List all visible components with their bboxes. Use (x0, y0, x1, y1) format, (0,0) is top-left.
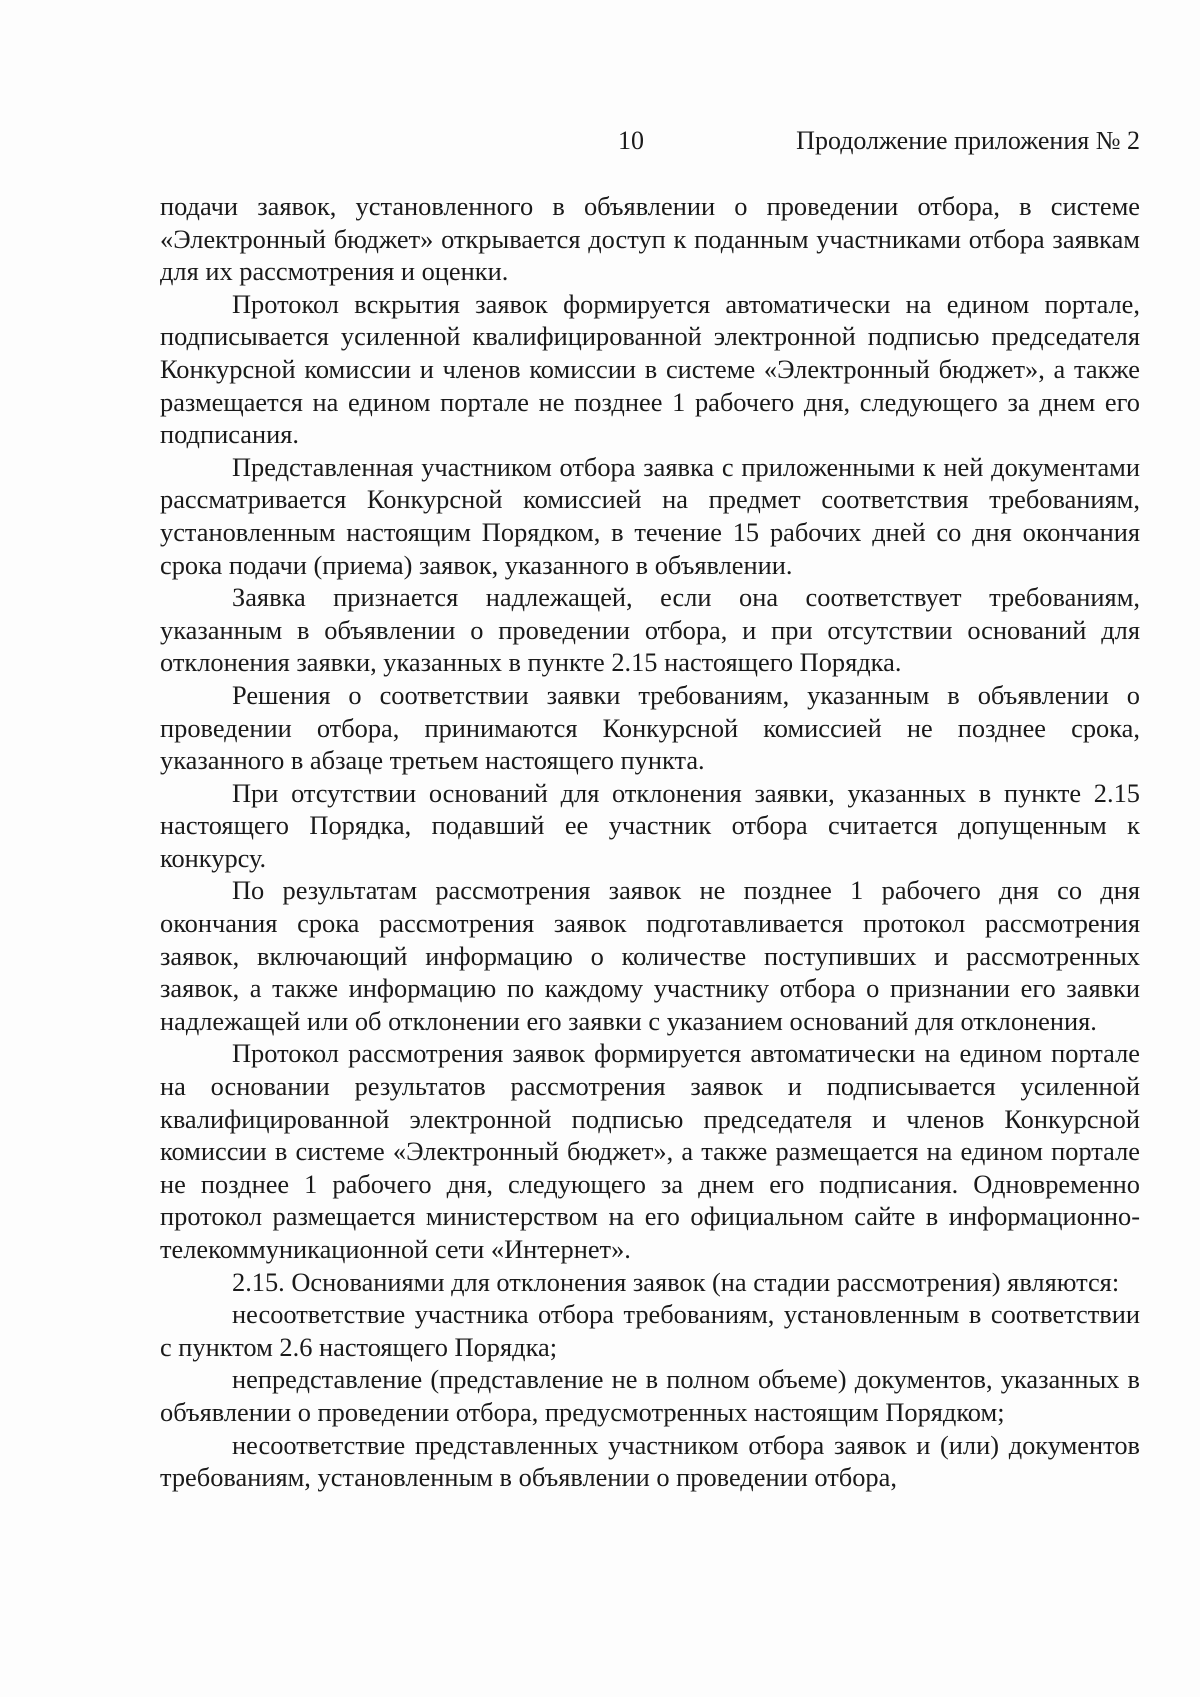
paragraph: По результатам рассмотрения заявок не позднее 1 рабочего дня со дня окончания срока рассмотрения заявок подготавливается протокол рассмотрения заявок, включающий информацию о количестве поступивших и рассмотренных заявок, а также информацию по каждому участнику отбора о признании его заявки надлежащей или об отклонении его заявки с указанием оснований для отклонения. (160, 875, 1140, 1036)
paragraph: подачи заявок, установленного в объявлении о проведении отбора, в системе «Электронный бюджет» открывается доступ к поданным участниками отбора заявкам для их рассмотрения и оценки. (160, 191, 1140, 287)
paragraph: Заявка признается надлежащей, если она соответствует требованиям, указанным в объявлении о проведении отбора, и при отсутствии оснований для отклонения заявки, указанных в пункте 2.15 настоящего Порядка. (160, 582, 1140, 678)
list-item: непредставление (представление не в полном объеме) документов, указанных в объявлении о проведении отбора, предусмотренных настоящим Порядком; (160, 1364, 1140, 1427)
paragraph: Представленная участником отбора заявка с приложенными к ней документами рассматривается Конкурсной комиссией на предмет соответствия требованиям, установленным настоящим Порядком, в течение 15 рабочих дней со дня окончания срока подачи (приема) заявок, указанного в объявлении. (160, 451, 1140, 580)
section-heading-2-15: 2.15. Основаниями для отклонения заявок (на стадии рассмотрения) являются: (232, 1266, 1120, 1297)
page-number: 10 (618, 126, 644, 155)
appendix-note: Продолжение приложения № 2 (796, 126, 1140, 155)
paragraph: Протокол вскрытия заявок формируется автоматически на едином портале, подписывается усиленной квалифицированной электронной подписью председателя Конкурсной комиссии и членов комиссии в системе «Электронный бюджет», а также размещается на едином портале не позднее 1 рабочего дня, следующего за днем его подписания. (160, 288, 1140, 450)
paragraph: Решения о соответствии заявки требованиям, указанным в объявлении о проведении отбора, принимаются Конкурсной комиссией не позднее срока, указанного в абзаце третьем настоящего пункта. (160, 679, 1140, 776)
paragraph: При отсутствии оснований для отклонения заявки, указанных в пункте 2.15 настоящего Порядка, подавший ее участник отбора считается допущенным к конкурсу. (160, 777, 1140, 873)
document-body (160, 190, 1140, 1494)
page-header (160, 126, 1140, 166)
paragraph: Протокол рассмотрения заявок формируется автоматически на едином портале на основании результатов рассмотрения заявок и подписывается усиленной квалифицированной электронной подписью председателя и членов Конкурсной комиссии в системе «Электронный бюджет», а также размещается на едином портале не позднее 1 рабочего дня, следующего за днем его подписания. Одновременно протокол размещается министерством на его официальном сайте в информационно-телекоммуникационной сети «Интернет». (160, 1038, 1140, 1264)
list-item: несоответствие представленных участником отбора заявок и (или) документов требованиям, установленным в объявлении о проведении отбора, (160, 1429, 1140, 1493)
list-item: несоответствие участника отбора требованиям, установленным в соответствии с пунктом 2.6 настоящего Порядка; (160, 1299, 1140, 1362)
